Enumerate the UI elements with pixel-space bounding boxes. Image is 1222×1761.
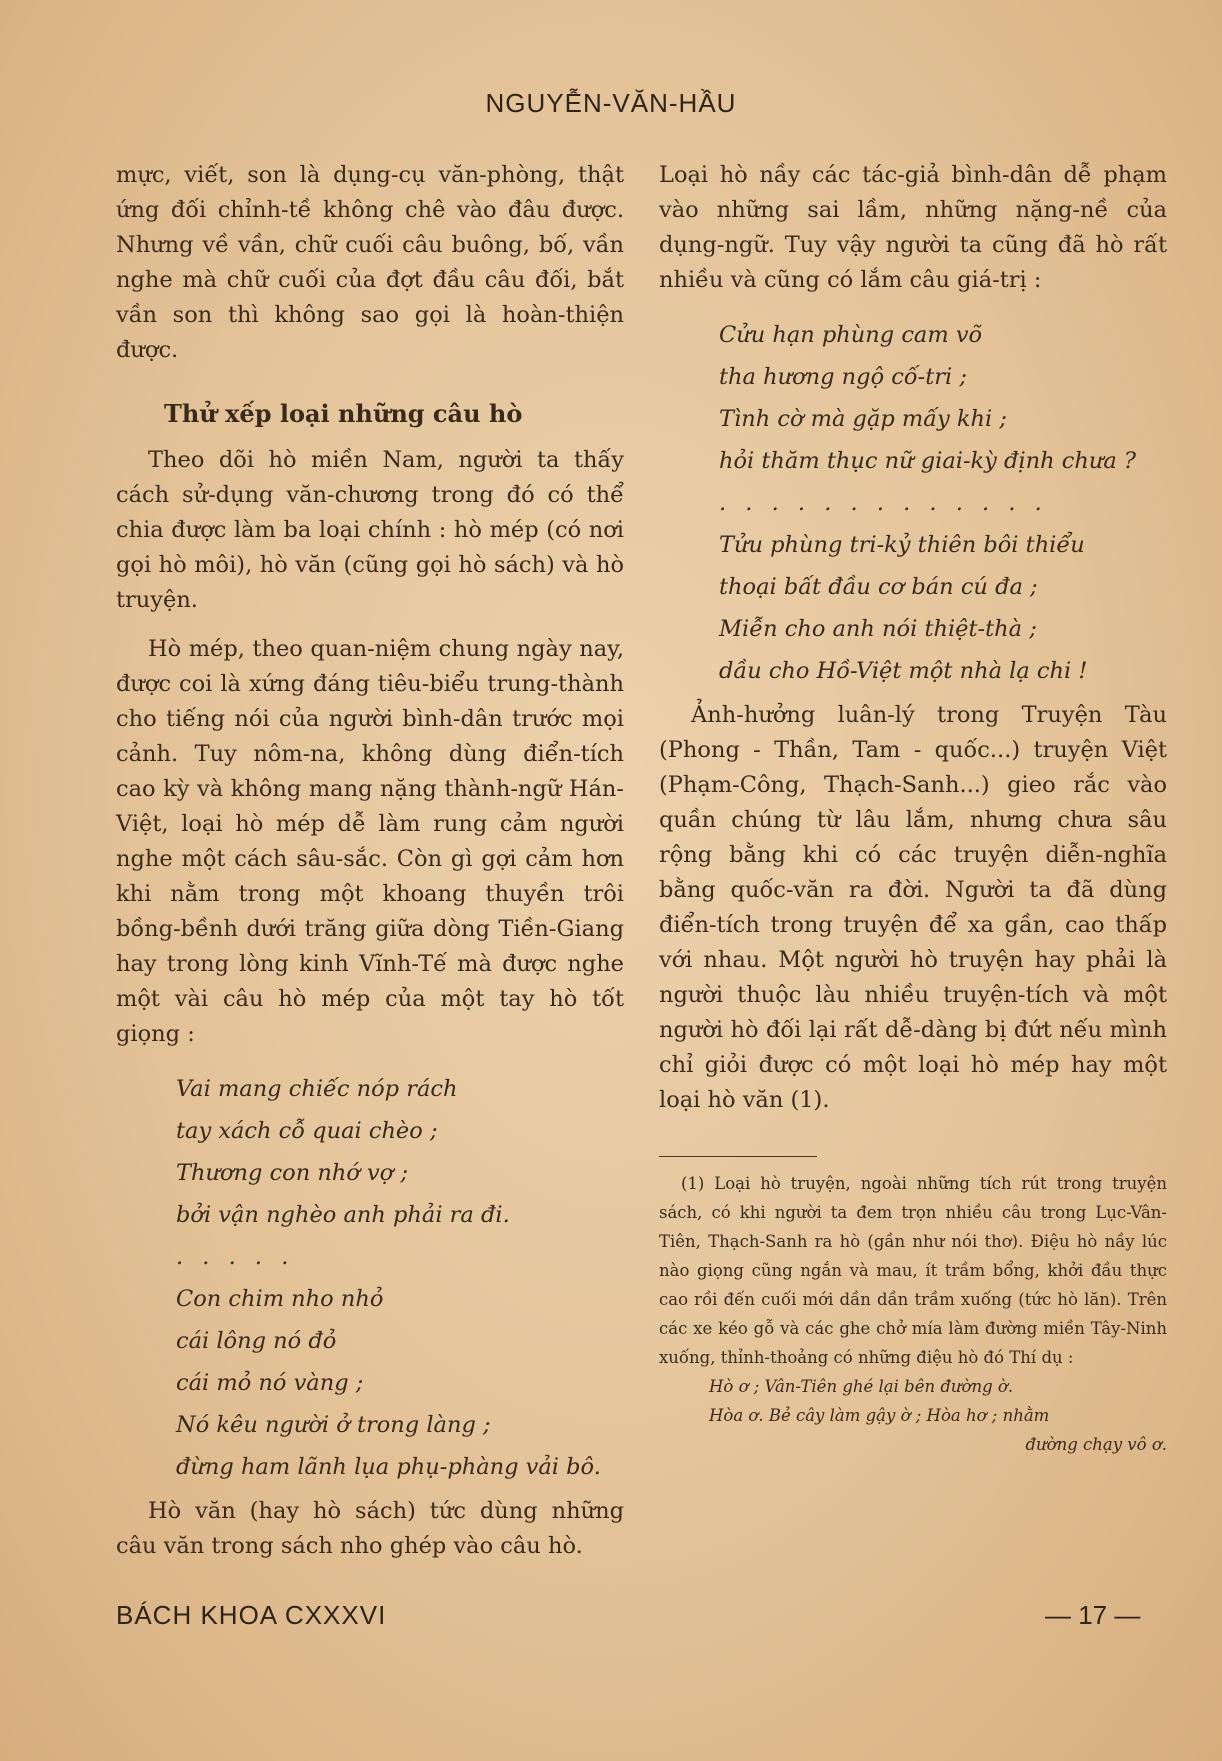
verse-line: tay xách cỗ quai chèo ; [176,1118,438,1144]
paragraph: Theo dõi hò miền Nam, người ta thấy cách sử-dụng văn-chương trong đó có thể chia được làm ba loại chính : hò mép (có nơi gọi hò môi), hò văn (cũng gọi hò sách) và hò truyện. [116,447,624,613]
verse-line: đừng ham lãnh lụa phụ-phàng vải bô. [176,1454,601,1480]
footnote-example: Hòa ơ. Bẻ cây làm gậy ờ ; Hòa hơ ; nhằm [709,1406,1050,1425]
verse-line: Vai mang chiếc nóp rách [176,1076,458,1102]
ellipsis-separator: . . . . . [176,1244,295,1270]
verse-line: Nó kêu người ở trong làng ; [176,1412,491,1438]
verse-line: cái mỏ nó vàng ; [176,1370,364,1396]
footnote-divider [659,1156,817,1157]
verse-line: Tình cờ mà gặp mấy khi ; [719,406,1007,432]
verse-line: cái lông nó đỏ [176,1328,337,1354]
footnote-example: đường chạy vô ơ. [1025,1435,1167,1454]
verse-line: Miễn cho anh nói thiệt-thà ; [719,616,1037,642]
left-column [116,158,624,1564]
verse-line: hỏi thăm thục nữ giai-kỳ định chưa ? [719,448,1136,474]
ellipsis-separator: . . . . . . . . . . . . . [719,490,1048,516]
paragraph: Hò mép, theo quan-niệm chung ngày nay, được coi là xứng đáng tiêu-biểu trung-thành cho tiếng nói của người bình-dân trước mọi cảnh. Tuy nôm-na, không dùng điển-tích cao kỳ và không mang nặng thành-ngữ Hán-Việt, loại hò mép dễ làm rung cảm người nghe một cách sâu-sắc. Còn gì gợi cảm hơn khi nằm trong một khoang thuyền trôi bồng-bềnh dưới trăng giữa dòng Tiền-Giang hay trong lòng kinh Vĩnh-Tế mà được nghe một vài câu hò mép của một tay hò tốt giọng : [116,636,624,1047]
running-header: NGUYỄN-VĂN-HẦU [485,88,737,118]
verse-line: dầu cho Hồ-Việt một nhà lạ chi ! [719,658,1088,684]
verse-line: Tửu phùng tri-kỷ thiên bôi thiểu [719,532,1085,558]
paragraph: Loại hò nầy các tác-giả bình-dân dễ phạm vào những sai lầm, những nặng-nề của dụng-ngữ. Tuy vậy người ta cũng đã hò rất nhiều và cũng có lắm câu giá-trị : [659,162,1167,293]
footnote: (1) Loại hò truyện, ngoài những tích rút trong truyện sách, có khi người ta đem trọn nhiều câu trong Lục-Vân-Tiên, Thạch-Sanh ra hò (gần như nói thơ). Điệu hò nầy lúc nào giọng cũng ngắn và mau, ít trầm bổng, khởi đầu thực cao rồi đến cuối mới dần dần trầm xuống (tức hò lăn). Trên các xe kéo gỗ và các ghe chở mía làm đường miền Tây-Ninh xuống, thỉnh-thoảng có những điệu hò đó Thí dụ : [659,1174,1167,1367]
page-number: — 17 — [1045,1600,1141,1630]
journal-footer: BÁCH KHOA CXXXVI [116,1600,387,1630]
verse-line: tha hương ngộ cố-tri ; [719,364,967,390]
paragraph: mực, viết, son là dụng-cụ văn-phòng, thật ứng đối chỉnh-tề không chê vào đâu được. Nhưng về vần, chữ cuối câu buông, bố, vần nghe mà chữ cuối của đợt đầu câu đối, bắt vần son thì không sao gọi là hoàn-thiện được. [116,162,624,363]
verse-line: thoại bất đầu cơ bán cú đa ; [719,574,1038,600]
paragraph: Ảnh-hưởng luân-lý trong Truyện Tàu (Phong - Thần, Tam - quốc...) truyện Việt (Phạm-Công, Thạch-Sanh...) gieo rắc vào quần chúng từ lâu lắm, nhưng chưa sâu rộng bằng khi có các truyện diễn-nghĩa bằng quốc-văn ra đời. Người ta đã dùng điển-tích trong truyện để xa gần, cao thấp với nhau. Một người hò truyện hay phải là người thuộc làu nhiều truyện-tích và một người hò đối lại rất dễ-dàng bị đứt nếu mình chỉ giỏi được có một loại hò mép hay một loại hò văn (1). [659,702,1167,1113]
section-heading: Thử xếp loại những câu hò [164,399,523,428]
footnote-example: Hò ơ ; Vân-Tiên ghé lại bên đường ờ. [709,1377,1014,1396]
right-column [659,158,1167,1459]
verse-line: Thương con nhớ vợ ; [176,1160,409,1186]
verse-block [176,1068,624,1488]
verse-line: Cửu hạn phùng cam võ [719,322,983,348]
paragraph: Hò văn (hay hò sách) tức dùng những câu văn trong sách nho ghép vào câu hò. [116,1498,624,1559]
verse-line: Con chim nho nhỏ [176,1286,384,1312]
verse-line: bởi vận nghèo anh phải ra đi. [176,1202,510,1228]
verse-block [719,314,1167,692]
